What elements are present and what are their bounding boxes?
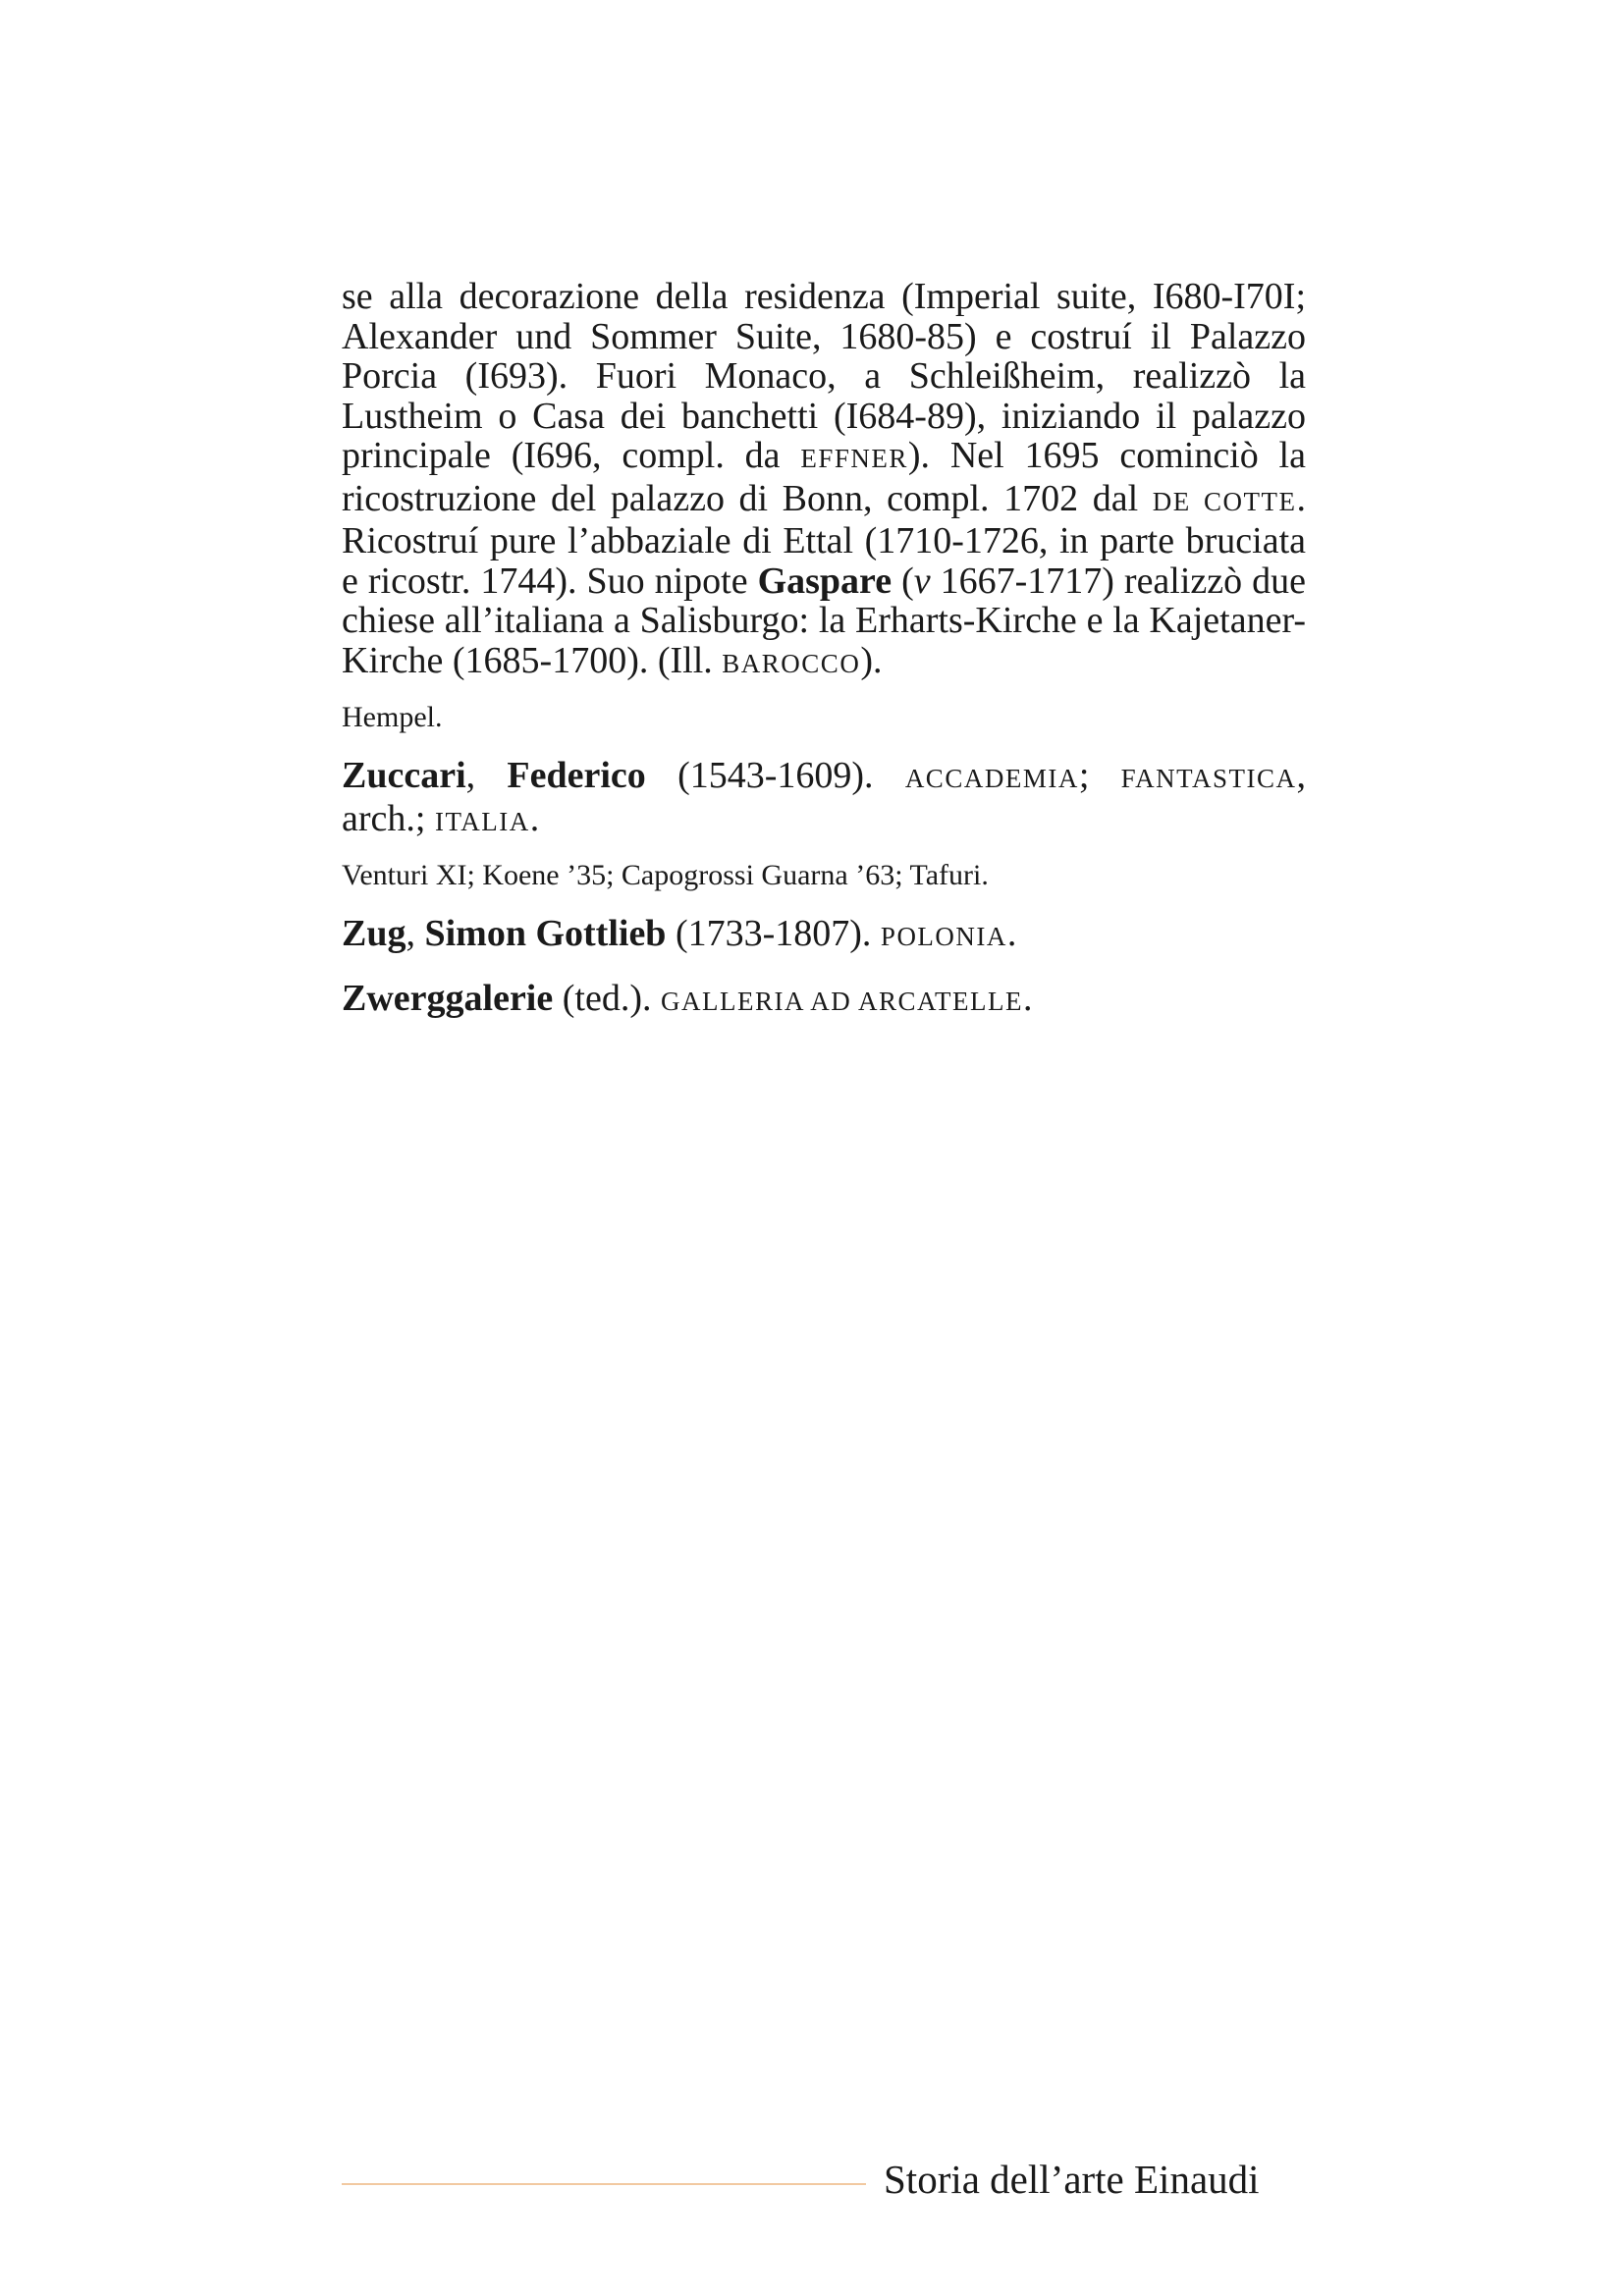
- entry-name: Zug: [342, 913, 406, 954]
- text-run: ).: [860, 639, 883, 681]
- text-run: .: [1022, 977, 1033, 1019]
- entry-name: Zwerggalerie: [342, 977, 554, 1019]
- entry-name: Zuccari: [342, 755, 466, 796]
- cross-reference: ACCADEMIA: [904, 764, 1079, 793]
- continuation-paragraph: [342, 277, 1306, 683]
- entry-name: Simon Gottlieb: [424, 913, 667, 954]
- entry-zuccari: [342, 756, 1306, 841]
- cross-reference: DE COTTE: [1152, 486, 1297, 516]
- bibliography: Venturi XI; Koene ’35; Capogrossi Guarna ’63; Tafuri.: [342, 859, 989, 891]
- cross-reference: ITALIA: [434, 806, 530, 836]
- text-run: se alla decorazione della residenza (Imperial suite, I680-I70I; Alexander und Sommer Suite, 1680-85) e costruí il Palazzo Porcia (I693). Fuori Monaco, a Schleißheim, realizzò la Lustheim o Casa dei banchetti (I684-89), iniziando il palazzo principale (I696, compl. da: [342, 276, 1306, 476]
- entry-dates: (1733-1807).: [666, 913, 881, 954]
- text-run: ;: [1078, 755, 1121, 796]
- text-run: v: [913, 560, 931, 602]
- text-run: 1667-1717) realizzò due chiese all’italiana a Salisburgo: la Erharts-Kirche e la Kajetaner-Kirche (1685-1700). (Ill.: [342, 560, 1306, 681]
- text-run: ,: [465, 755, 508, 796]
- text-run: .: [1006, 913, 1017, 954]
- text-run: .: [529, 797, 540, 839]
- text-run: . Ricostruí pure l’abbaziale di Ettal (1710-1726, in parte bruciata e ricostr. 1744). Suo nipote: [342, 477, 1307, 602]
- cross-reference: EFFNER: [800, 444, 908, 473]
- cross-reference: GALLERIA AD ARCATELLE: [660, 986, 1023, 1016]
- page-body: [342, 277, 1306, 1021]
- entry-name: Federico: [507, 755, 646, 796]
- entry-zug: [342, 914, 1306, 957]
- cross-reference: FANTASTICA: [1120, 764, 1297, 793]
- footer-title: Storia dell’arte Einaudi: [884, 2157, 1260, 2202]
- entry-name: Gaspare: [757, 560, 893, 602]
- footer-rule: [342, 2183, 866, 2185]
- text-run: ). Nel 1695 cominciò la ricostruzione del palazzo di Bonn, compl. 1702 dal: [342, 435, 1306, 519]
- text-run: (ted.).: [553, 977, 661, 1019]
- text-run: (: [892, 560, 914, 602]
- bibliography: Hempel.: [342, 701, 443, 733]
- cross-reference: BAROCCO: [722, 648, 861, 678]
- entry-zwerggalerie: [342, 979, 1306, 1022]
- text-run: , arch.;: [342, 755, 1307, 839]
- entry-dates: (1543-1609).: [645, 755, 905, 796]
- cross-reference: POLONIA: [880, 922, 1007, 951]
- text-run: ,: [406, 913, 425, 954]
